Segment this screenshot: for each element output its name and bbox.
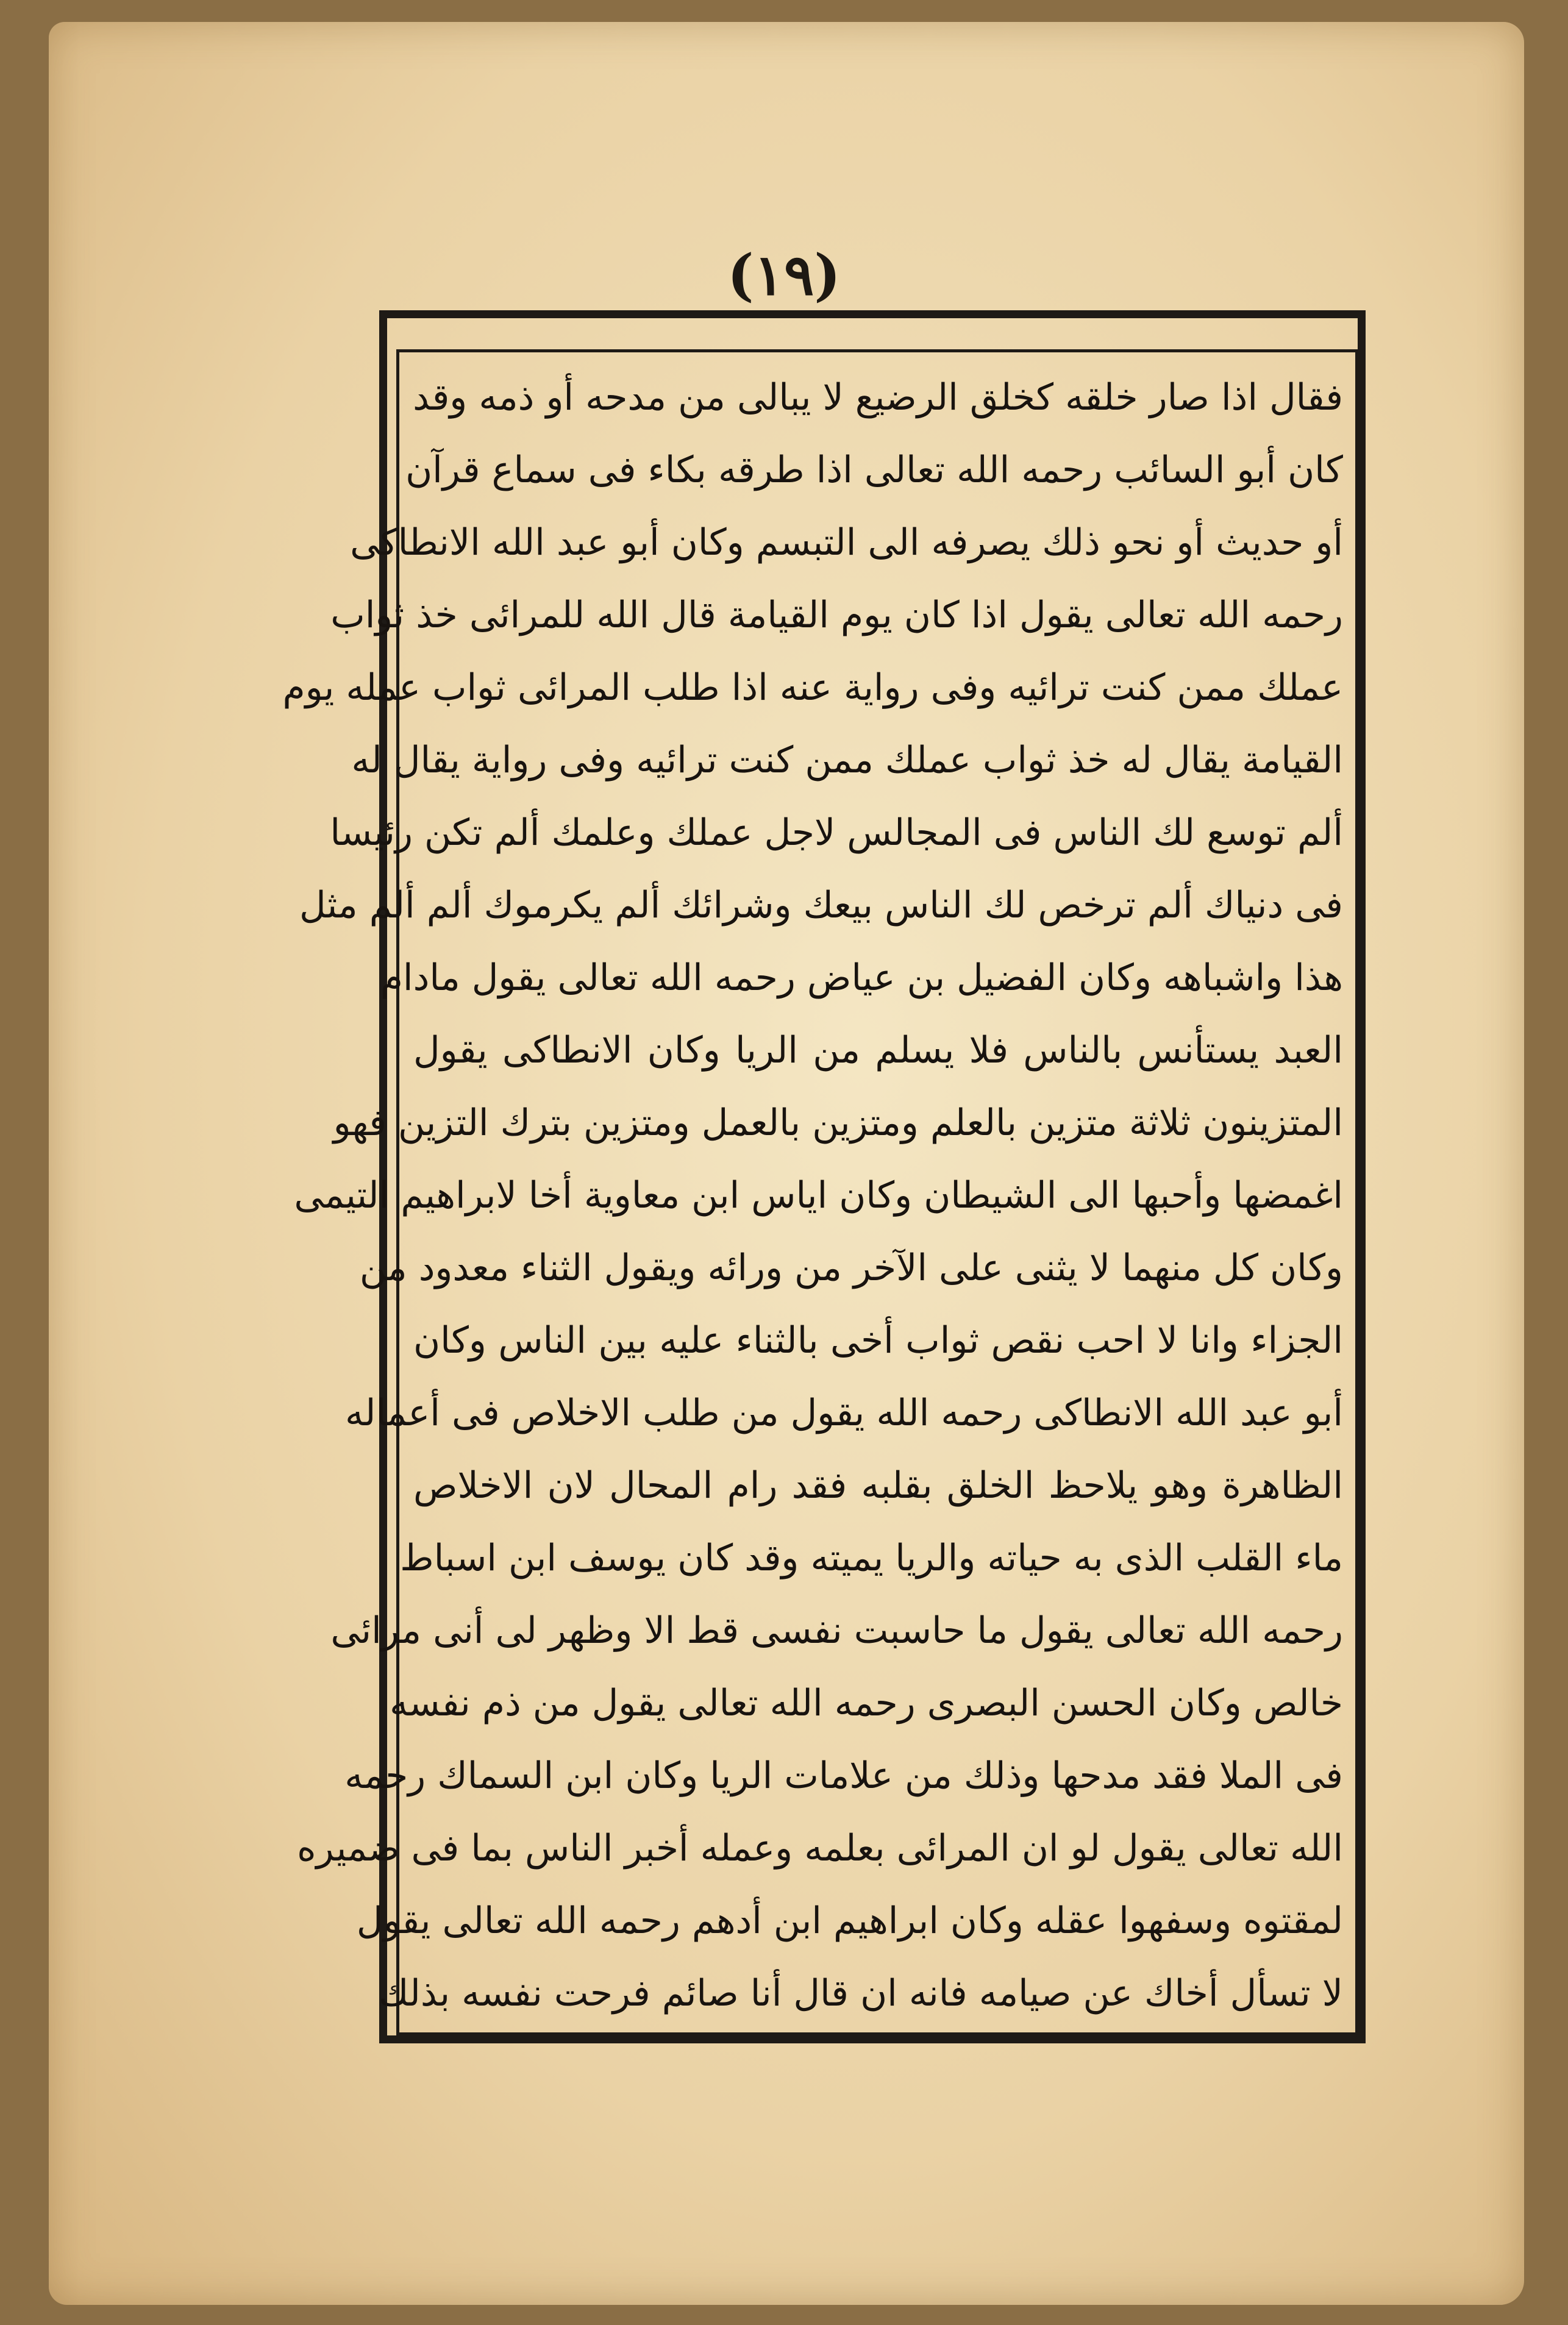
text-line: ماء القلب الذى به حياته والريا يميته وقد كان يوسف ابن اسباط (400, 1537, 1343, 1579)
text-line: القيامة يقال له خذ ثواب عملك ممن كنت ترائيه وفى رواية يقال له (351, 739, 1343, 782)
text-line: هذا واشباهه وكان الفضيل بن عياض رحمه الله تعالى يقول مادام (380, 956, 1343, 999)
text-line: رحمه الله تعالى يقول اذا كان يوم القيامة قال الله للمرائى خذ ثواب (330, 594, 1343, 636)
text-line: الجزاء وانا لا احب نقص ثواب أخى بالثناء عليه بين الناس وكان (413, 1319, 1343, 1362)
text-line: العبد يستأنس بالناس فلا يسلم من الريا وكان الانطاكى يقول (413, 1029, 1343, 1072)
text-line: رحمه الله تعالى يقول ما حاسبت نفسى قط الا وظهر لى أنى مرائى (330, 1609, 1343, 1652)
page-number: (١٩) (727, 242, 841, 308)
text-line: الله تعالى يقول لو ان المرائى بعلمه وعمله أخبر الناس بما فى ضميره (297, 1827, 1343, 1870)
text-line: خالص وكان الحسن البصرى رحمه الله تعالى يقول من ذم نفسه (390, 1682, 1343, 1725)
text-line: لمقتوه وسفهوا عقله وكان ابراهيم ابن أدهم رحمه الله تعالى يقول (356, 1900, 1343, 1942)
text-block (282, 361, 1343, 2030)
text-line: اغمضها وأحبها الى الشيطان وكان اياس ابن معاوية أخا لابراهيم التيمى (294, 1174, 1343, 1217)
text-line: كان أبو السائب رحمه الله تعالى اذا طرقه بكاء فى سماع قرآن (405, 449, 1343, 491)
text-line: فقال اذا صار خلقه كخلق الرضيع لا يبالى من مدحه أو ذمه وقد (413, 376, 1343, 419)
text-line: أبو عبد الله الانطاكى رحمه الله يقول من طلب الاخلاص فى أعماله (345, 1392, 1343, 1434)
text-line: الظاهرة وهو يلاحظ الخلق بقلبه فقد رام المحال لان الاخلاص (413, 1464, 1343, 1507)
text-line: فى الملا فقد مدحها وذلك من علامات الريا وكان ابن السماك رحمه (344, 1754, 1343, 1797)
text-line: وكان كل منهما لا يثنى على الآخر من ورائه ويقول الثناء معدود من (359, 1247, 1343, 1289)
text-line: المتزينون ثلاثة متزين بالعلم ومتزين بالعمل ومتزين بترك التزين فهو (333, 1102, 1343, 1144)
text-line: أو حديث أو نحو ذلك يصرفه الى التبسم وكان أبو عبد الله الانطاكى (350, 521, 1343, 564)
text-line: فى دنياك ألم ترخص لك الناس بيعك وشرائك ألم يكرموك ألم ألم مثل (299, 884, 1343, 927)
text-line: لا تسأل أخاك عن صيامه فانه ان قال أنا صائم فرحت نفسه بذلك (378, 1972, 1343, 2015)
text-line: عملك ممن كنت ترائيه وفى رواية عنه اذا طلب المرائى ثواب عمله يوم (282, 666, 1343, 709)
text-line: ألم توسع لك الناس فى المجالس لاجل عملك وعلمك ألم تكن رئيسا (330, 811, 1343, 854)
